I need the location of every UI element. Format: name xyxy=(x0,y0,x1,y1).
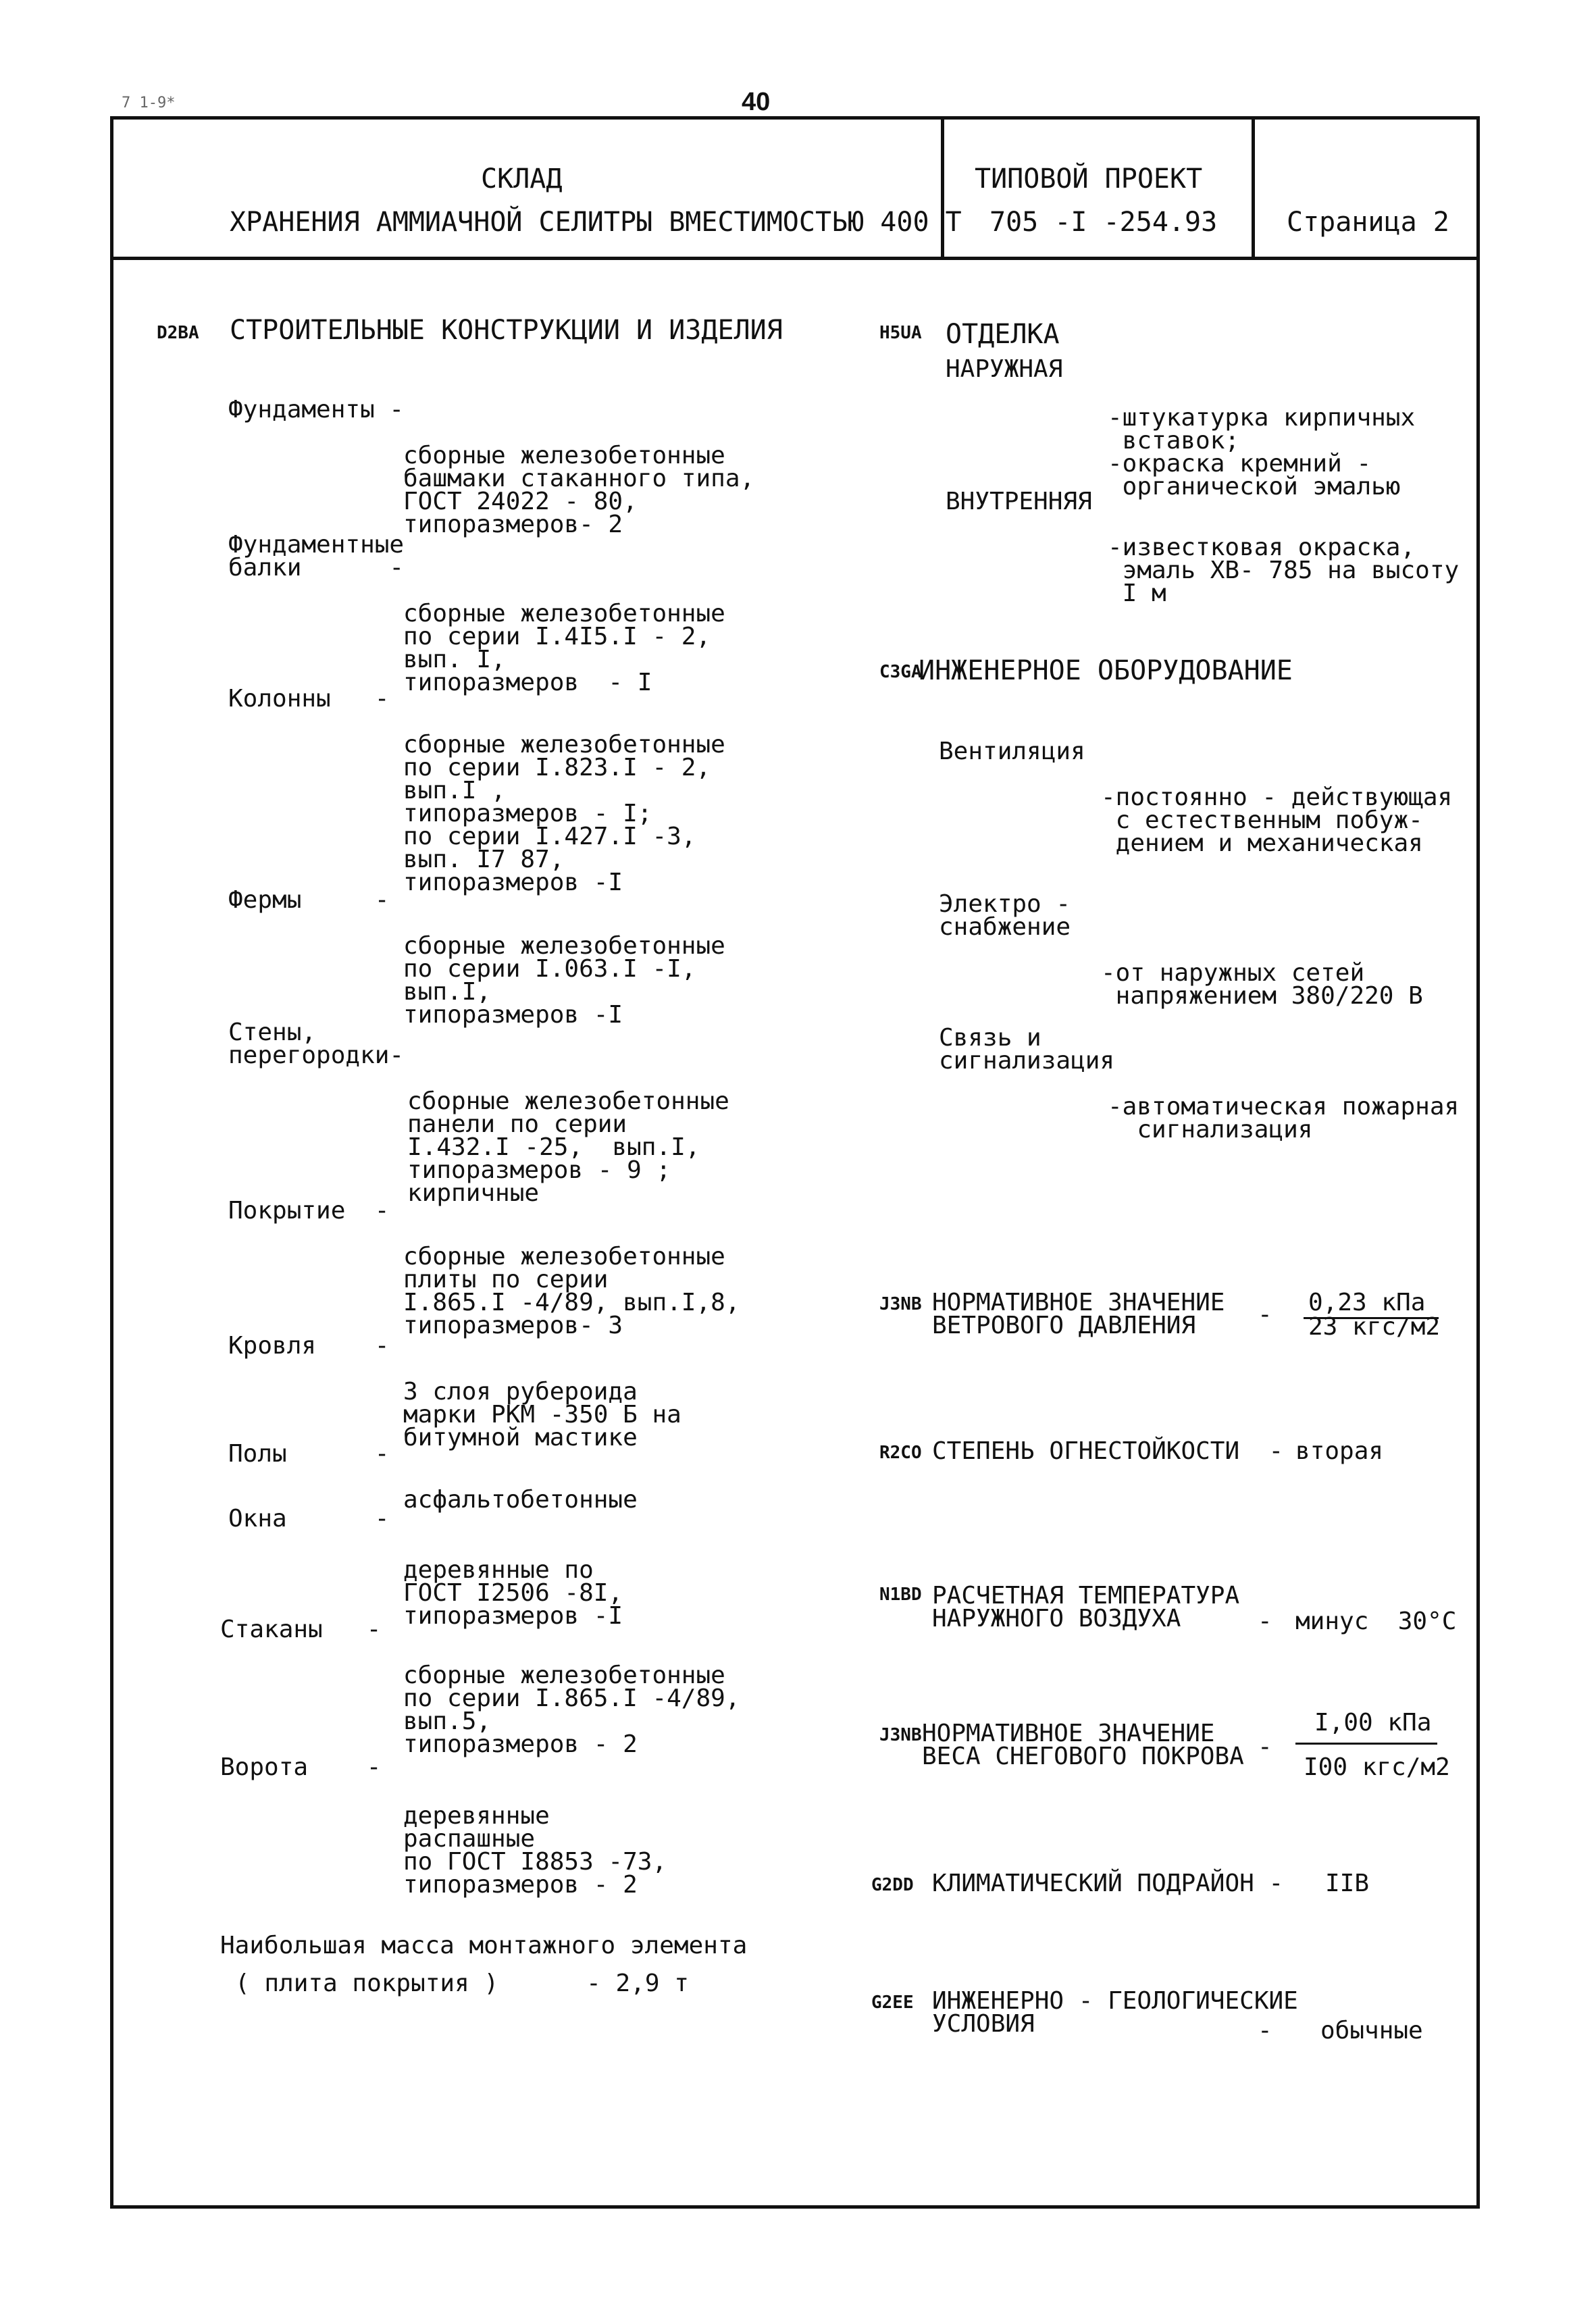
equipment-heading: ИНЖЕНЕРНОЕ ОБОРУДОВАНИЕ xyxy=(919,655,1293,686)
finish-outer-label: НАРУЖНАЯ xyxy=(946,355,1063,383)
temperature-label-line2: НАРУЖНОГО ВОЗДУХА xyxy=(932,1605,1181,1632)
power-supply-label: Электро - снабжение xyxy=(939,890,1071,941)
snow-code: J3NB xyxy=(879,1725,922,1745)
geology-dash: - xyxy=(1258,2017,1272,2045)
geology-value: обычные xyxy=(1320,2017,1423,2045)
climate-value: IIВ xyxy=(1325,1870,1370,1897)
wind-code: J3NB xyxy=(879,1294,922,1314)
margin-note: 7 1-9* xyxy=(122,95,176,111)
item-value-gates: деревянные распашные по ГОСТ I8853 -73, типоразмеров - 2 xyxy=(403,1802,667,1899)
item-label-foundations: Фундаменты - xyxy=(228,396,405,423)
item-label-columns: Колонны - xyxy=(228,685,390,713)
finish-inner-label: ВНУТРЕННЯЯ xyxy=(946,488,1092,515)
finish-heading: ОТДЕЛКА xyxy=(946,319,1060,350)
finish-outer-value: -штукатурка кирпичных вставок; -окраска кремний - органической эмалью xyxy=(1108,404,1416,500)
wind-label-line1: НОРМАТИВНОЕ ЗНАЧЕНИЕ xyxy=(932,1289,1225,1316)
page-number: 40 xyxy=(742,88,771,116)
temperature-code: N1BD xyxy=(879,1585,922,1605)
item-value-floors: асфальтобетонные xyxy=(403,1486,638,1514)
finish-inner-value: -известковая окраска, эмаль ХВ- 785 на высоту I м xyxy=(1108,534,1460,607)
snow-value-bottom: I00 кгс/м2 xyxy=(1304,1753,1450,1781)
item-value-columns: сборные железобетонные по серии I.823.I - 2, вып.I , типоразмеров - I; по серии I.427.I -3, вып. I7 87, типоразмеров -I xyxy=(403,731,725,896)
communications-label: Связь и сигнализация xyxy=(939,1024,1115,1075)
item-label-walls: Стены, перегородки- xyxy=(228,1019,405,1069)
wind-dash: - xyxy=(1258,1301,1272,1329)
climate-code: G2DD xyxy=(871,1875,914,1895)
ventilation-value: -постоянно - действующая с естественным побуж- дением и механическая xyxy=(1101,783,1453,857)
fire-code: R2CO xyxy=(879,1443,922,1463)
geology-code: G2EE xyxy=(871,1992,914,2013)
section-code: D2BA xyxy=(157,323,199,343)
snow-label-line2: ВЕСА СНЕГОВОГО ПОКРОВА xyxy=(922,1743,1244,1770)
item-value-foundation-beams: сборные железобетонные по серии I.4I5.I - 2, вып. I, типоразмеров - I xyxy=(403,600,725,696)
geology-label-line1: ИНЖЕНЕРНО - ГЕОЛОГИЧЕСКИЕ xyxy=(932,1987,1298,2015)
item-value-foundations: сборные железобетонные башмаки стаканного типа, ГОСТ 24022 - 80, типоразмеров- 2 xyxy=(403,442,755,538)
equipment-code: C3GA xyxy=(879,662,922,682)
item-value-roofing: 3 слоя рубероида марки РКМ -350 Б на битумной мастике xyxy=(403,1378,681,1451)
item-label-roofing: Кровля - xyxy=(228,1332,390,1360)
header-title-line2: ХРАНЕНИЯ АММИАЧНОЙ СЕЛИТРЫ ВМЕСТИМОСТЬЮ 400 Т xyxy=(230,207,962,238)
project-label: ТИПОВОЙ ПРОЕКТ xyxy=(975,163,1203,195)
section-heading: СТРОИТЕЛЬНЫЕ КОНСТРУКЦИИ И ИЗДЕЛИЯ xyxy=(230,315,783,346)
item-label-floors: Полы - xyxy=(228,1440,390,1468)
wind-value-top: 0,23 кПа xyxy=(1308,1289,1426,1316)
item-value-windows: деревянные по ГОСТ I2506 -8I, типоразмеров -I xyxy=(403,1556,623,1630)
fire-label: СТЕПЕНЬ ОГНЕСТОЙКОСТИ - xyxy=(932,1437,1284,1465)
item-label-windows: Окна - xyxy=(228,1505,390,1533)
temperature-value: минус 30°С xyxy=(1295,1608,1457,1635)
geology-label-line2: УСЛОВИЯ xyxy=(932,2010,1035,2038)
item-label-foundation-beams: Фундаментные балки - xyxy=(228,531,405,582)
item-value-sockets: сборные железобетонные по серии I.865.I -4/89, вып.5, типоразмеров - 2 xyxy=(403,1662,740,1758)
page-label: Страница 2 xyxy=(1287,207,1449,238)
wind-label-line2: ВЕТРОВОГО ДАВЛЕНИЯ xyxy=(932,1312,1196,1339)
communications-value: -автоматическая пожарная сигнализация xyxy=(1108,1093,1460,1143)
snow-label-line1: НОРМАТИВНОЕ ЗНАЧЕНИЕ xyxy=(922,1720,1215,1747)
item-value-roof-covering: сборные железобетонные плиты по серии I.865.I -4/89, вып.I,8, типоразмеров- 3 xyxy=(403,1243,740,1339)
snow-dash: - xyxy=(1258,1733,1272,1761)
fire-value: вторая xyxy=(1295,1437,1384,1465)
item-label-gates: Ворота - xyxy=(220,1753,382,1781)
header-divider xyxy=(110,257,1480,260)
project-number: 705 -I -254.93 xyxy=(989,207,1218,238)
power-supply-value: -от наружных сетей напряжением 380/220 В xyxy=(1101,959,1423,1010)
item-value-trusses: сборные железобетонные по серии I.063.I -I, вып.I, типоразмеров -I xyxy=(403,932,725,1029)
item-label-trusses: Фермы - xyxy=(228,886,390,914)
header-vline-2 xyxy=(1252,116,1255,258)
temperature-label-line1: РАСЧЕТНАЯ ТЕМПЕРАТУРА xyxy=(932,1582,1240,1610)
temperature-dash: - xyxy=(1258,1608,1272,1635)
ventilation-label: Вентиляция xyxy=(939,738,1085,765)
item-label-sockets: Стаканы - xyxy=(220,1616,382,1643)
item-label-roof-covering: Покрытие - xyxy=(228,1197,390,1225)
climate-label: КЛИМАТИЧЕСКИЙ ПОДРАЙОН - xyxy=(932,1870,1284,1897)
wind-value-bottom: 23 кгс/м2 xyxy=(1308,1313,1441,1341)
max-mass-line1: Наибольшая масса монтажного элемента xyxy=(220,1932,748,1959)
snow-fraction-line xyxy=(1295,1743,1437,1745)
finish-code: H5UA xyxy=(879,323,922,343)
snow-value-top: I,00 кПа xyxy=(1314,1709,1432,1737)
max-mass-line2: ( плита покрытия ) - 2,9 т xyxy=(235,1970,689,1997)
header-title-line1: СКЛАД xyxy=(481,163,563,195)
item-value-walls: сборные железобетонные панели по серии I.432.I -25, вып.I, типоразмеров - 9 ; кирпичные xyxy=(407,1087,729,1207)
